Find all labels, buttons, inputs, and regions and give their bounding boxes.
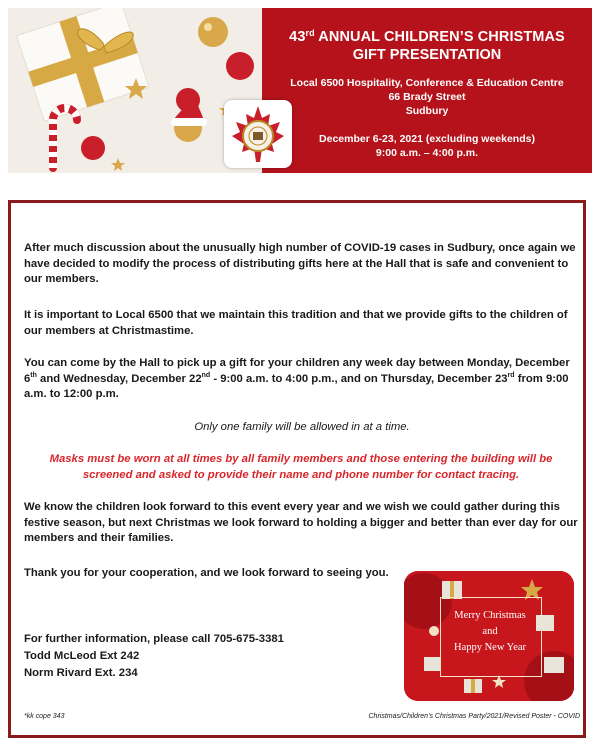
event-address: Local 6500 Hospitality, Conference & Education Centre 66 Brady Street Sudbury [290, 77, 564, 117]
event-subtitle: GIFT PRESENTATION [352, 47, 502, 63]
paragraph-pickup-times: You can come by the Hall to pick up a gift for your children any week day between Monday, December 6th and Wednesday, December 22nd - 9:00 a.m. to 4:00 p.m., and on Thursday, December 23rd from 9:00 a.m. to 12:00 p.m. [24, 357, 570, 400]
paragraph-thank-you: Thank you for your cooperation, and we look forward to seeing you. [24, 567, 389, 579]
card-greeting: Merry Christmas and Happy New Year [453, 610, 527, 653]
event-dates: December 6-23, 2021 (excluding weekends) 9:00 a.m. – 4:00 p.m. [319, 133, 535, 159]
header-banner [262, 8, 592, 173]
paragraph-tradition: It is important to Local 6500 that we maintain this tradition and that we provide gifts to the children of our members at Christmastime. [24, 309, 568, 337]
masks-notice: Masks must be worn at all times by all family members and those entering the building will be screened and asked to provide their name and phone number for contact tracing. [49, 453, 553, 481]
footer-left: *kk cope 343 [24, 713, 65, 720]
one-family-notice: Only one family will be allowed in at a time. [194, 421, 410, 433]
maple-leaf-logo-icon [224, 100, 292, 168]
footer-right: Christmas/Children’s Christmas Party/2021/Revised Poster - COVID [368, 713, 580, 720]
greeting-card [404, 571, 574, 701]
contact-todd: Todd McLeod Ext 242 [24, 650, 140, 662]
paragraph-covid: After much discussion about the unusually high number of COVID-19 cases in Sudbury, once again we have decided to modify the process of distributing gifts here at the Hall that is safe and convenient to our members. [24, 242, 576, 285]
event-title: 43rd ANNUAL CHILDREN’S CHRISTMAS [289, 28, 565, 45]
contact-norm: Norm Rivard Ext. 234 [24, 667, 138, 679]
contact-info [24, 631, 284, 682]
paragraph-next-christmas: We know the children look forward to this event every year and we wish we could gather during this festive season, but next Christmas we look forward to holding a bigger and better than ever day for our members and their families. [24, 501, 578, 544]
union-logo [224, 100, 292, 168]
contact-phone: For further information, please call 705-675-3381 [24, 633, 284, 645]
